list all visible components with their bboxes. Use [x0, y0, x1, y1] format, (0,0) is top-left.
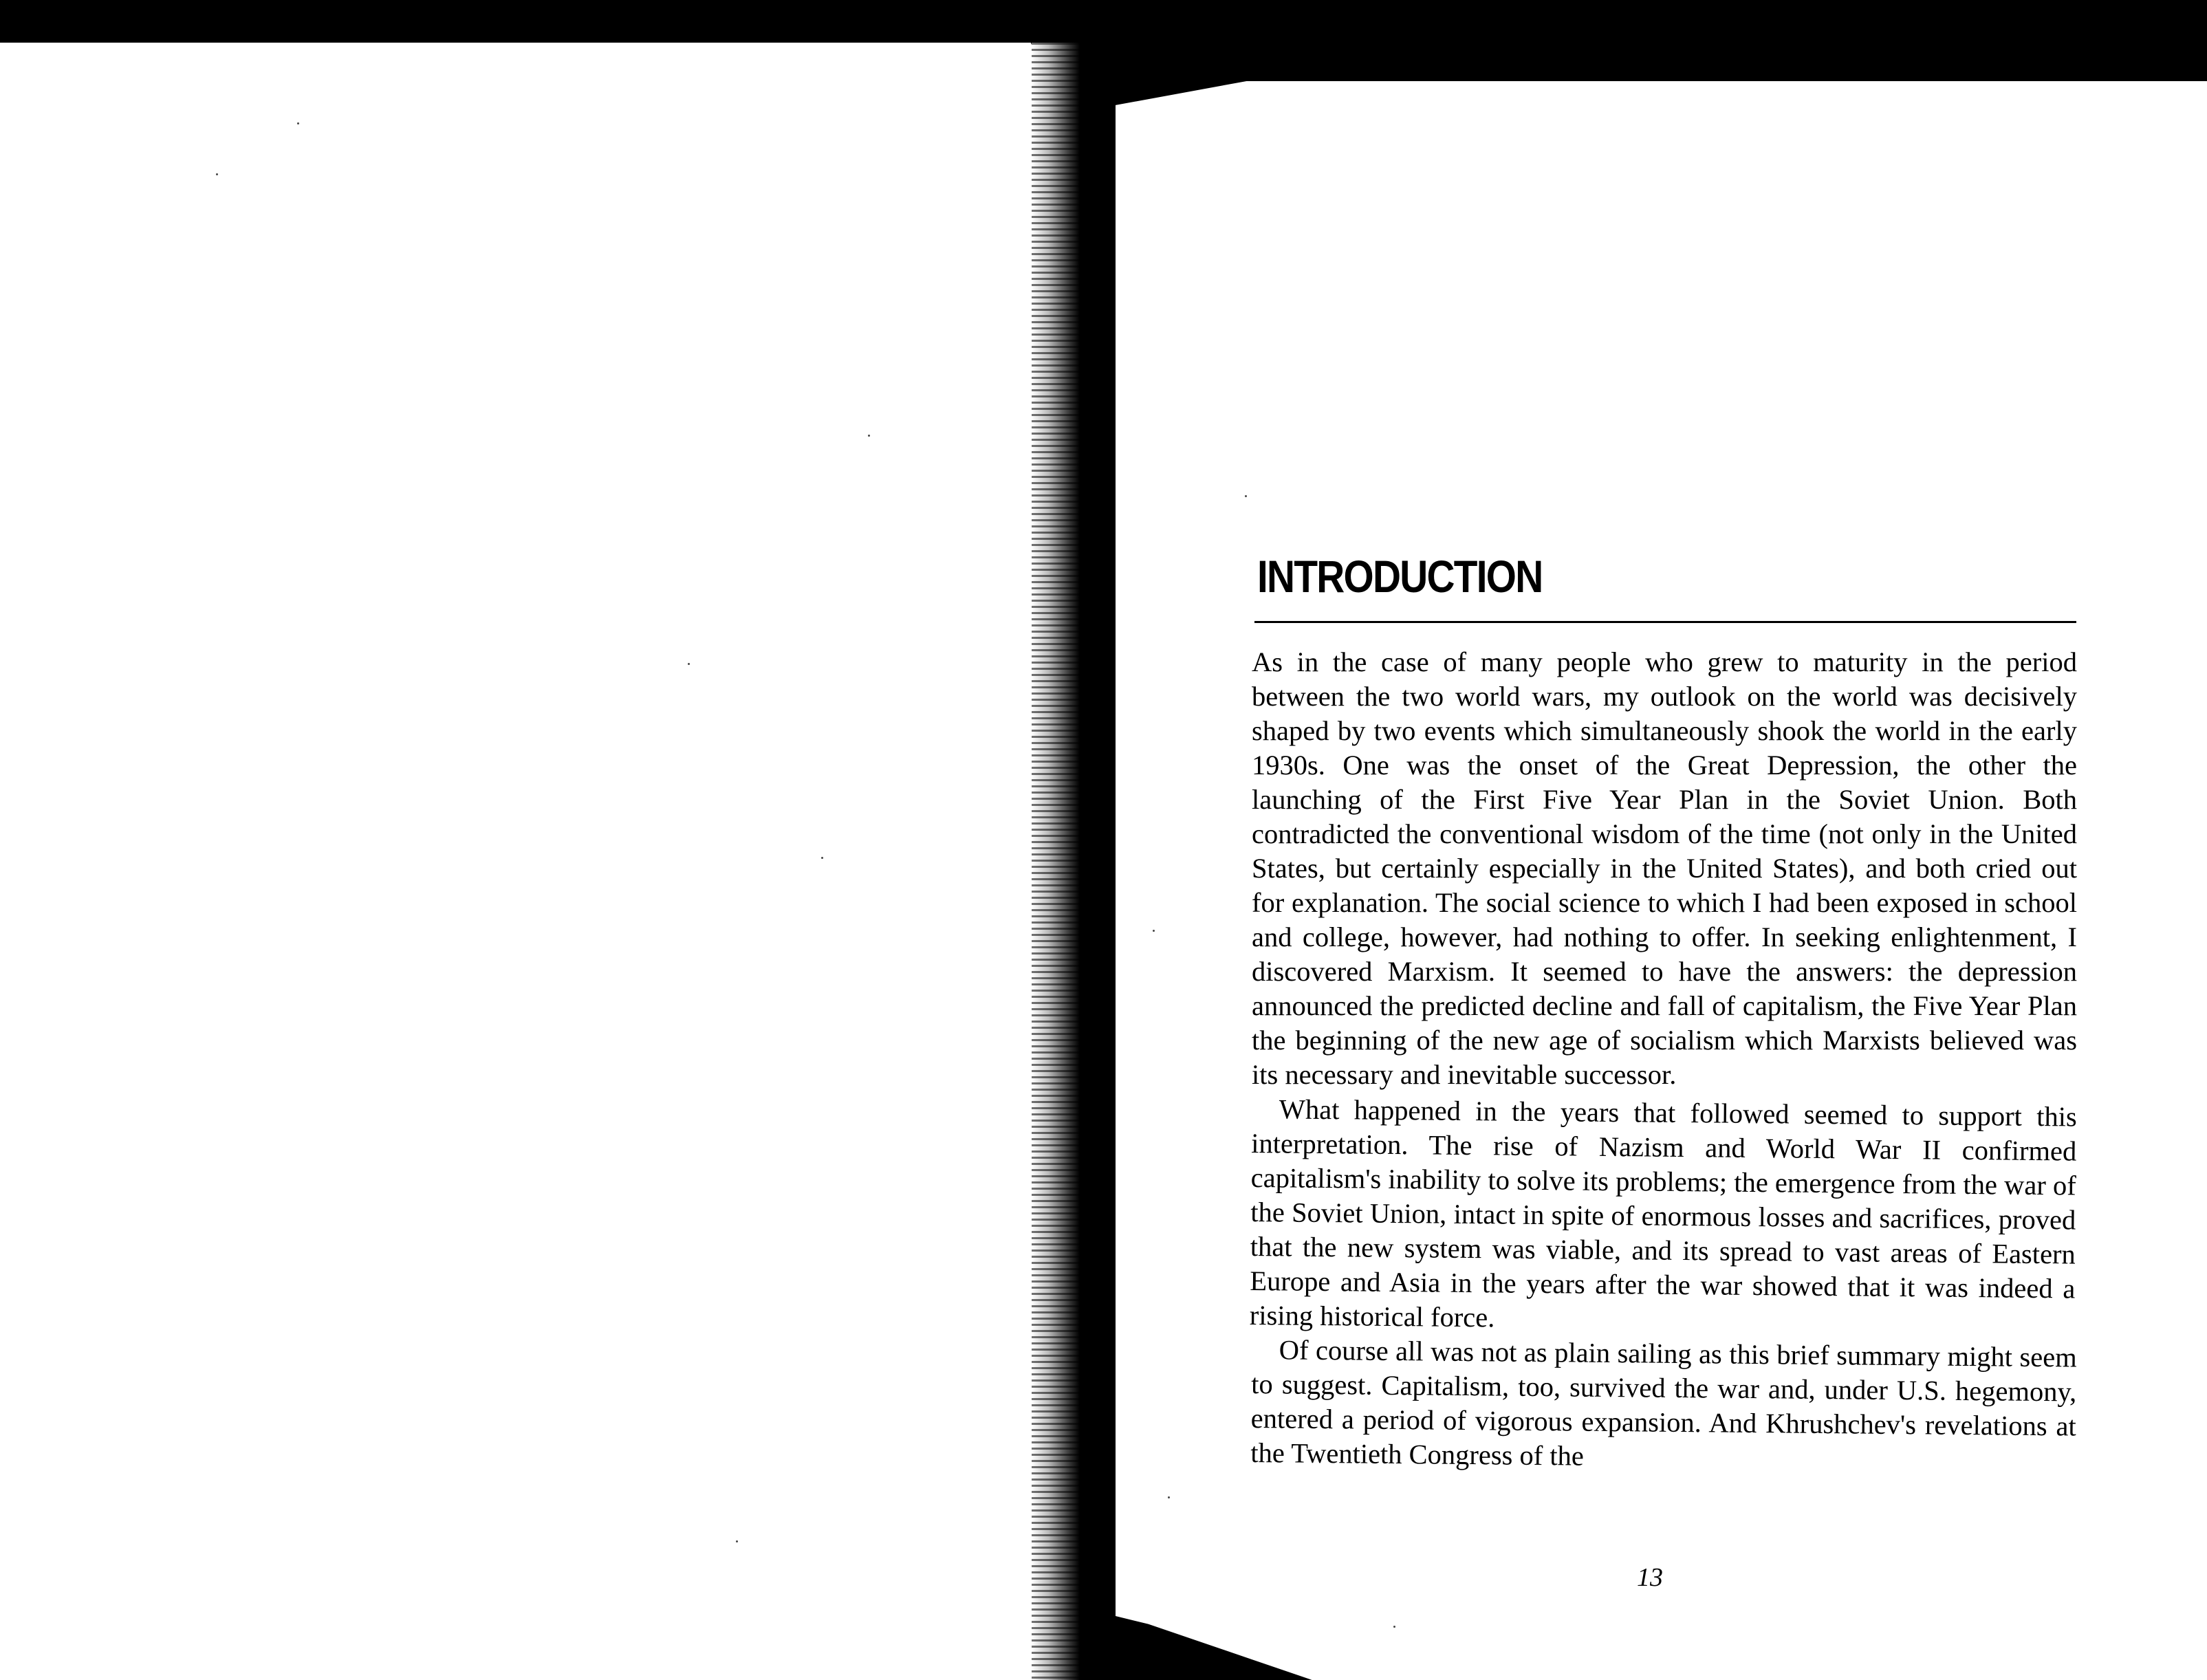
scan-speck [1393, 1626, 1395, 1628]
scan-speck [736, 1540, 738, 1542]
scan-speck [1153, 930, 1155, 932]
chapter-heading: INTRODUCTION [1257, 551, 1543, 602]
left-blank-page [0, 43, 1063, 1680]
body-text [1249, 645, 2077, 1472]
heading-rule [1254, 621, 2076, 623]
page-number: 13 [1637, 1563, 1663, 1592]
scan-speck [1168, 1496, 1170, 1498]
page-gutter-shadow [1032, 43, 1080, 1680]
paragraph: What happened in the years that followed seemed to support this interpretation. The rise of Nazism and World War II confirmed capitalism's inability to solve its problems; the emergence from the war of the Soviet Union, intact in spite of enormous losses and sacrifices, proved that the new system was viable, and its spread to vast areas of Eastern Europe and Asia in the years after the war showed that it was indeed a rising historical force. [1249, 1093, 2077, 1333]
paragraph: As in the case of many people who grew to maturity in the period between the two world wars, my outlook on the world was decisively shaped by two events which simultaneously shook the world in the early 1930s. One was the onset of the Great Depression, the other the launching of the First Five Year Plan in the Soviet Union. Both contradicted the conventional wisdom of the time (not only in the United States, but certainly especially in the United States), and both cried out for explanation. The social science to which I had been exposed in school and college, however, had nothing to offer. In seeking enlightenment, I discovered Marxism. It seemed to have the answers: the depression announced the predicted decline and fall of capitalism, the Five Year Plan the beginning of the new age of socialism which Marxists believed was its necessary and inevitable successor. [1252, 646, 2077, 1090]
paragraph: Of course all was not as plain sailing as this brief summary might seem to suggest. Capitalism, too, survived the war and, under U.S. hegemony, entered a period of vigorous expansion. And Khrushchev's revelations at the Twentieth Congress of the [1250, 1334, 2077, 1472]
scan-speck [297, 122, 299, 124]
scan-speck [216, 173, 218, 175]
scan-speck [688, 663, 690, 665]
scan-speck [821, 857, 823, 859]
scan-speck [1245, 495, 1247, 497]
scan-speck [868, 435, 870, 437]
